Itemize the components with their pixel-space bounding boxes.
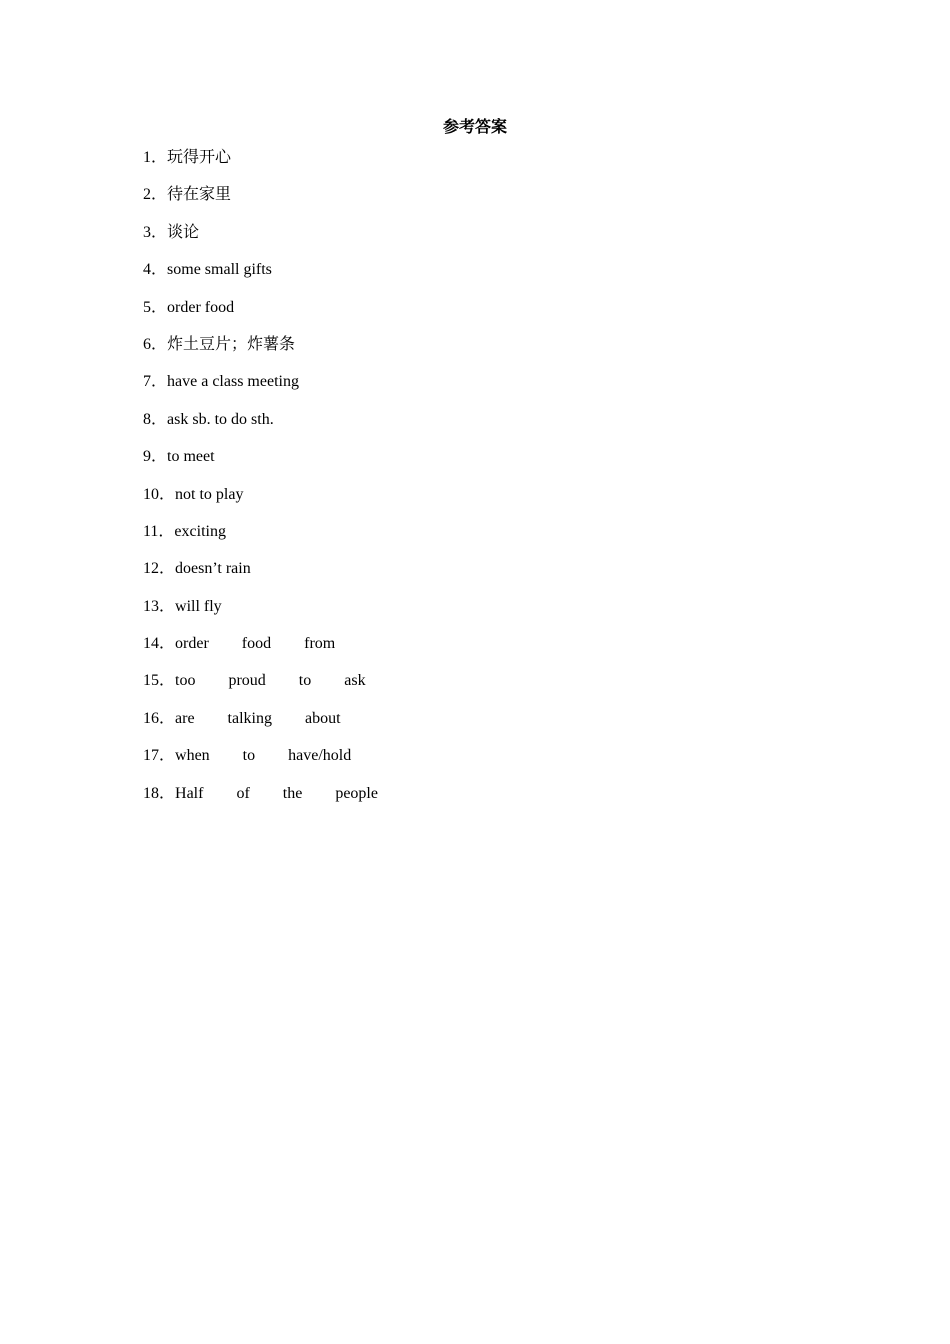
answer-number: 9． bbox=[143, 448, 168, 466]
answer-number: 11． bbox=[143, 522, 175, 540]
answer-item bbox=[143, 633, 378, 670]
answer-text: will fly bbox=[175, 597, 222, 615]
answer-word: ask bbox=[344, 672, 366, 690]
answer-word: are bbox=[175, 709, 195, 727]
answer-text: have a class meeting bbox=[167, 373, 299, 391]
answer-word: about bbox=[304, 709, 341, 727]
answer-number: 16． bbox=[143, 709, 176, 727]
answer-item bbox=[143, 259, 378, 296]
answer-number: 13． bbox=[143, 597, 176, 615]
answer-text bbox=[175, 633, 335, 655]
answer-text: 谈论 bbox=[167, 223, 200, 241]
answer-number: 17． bbox=[143, 747, 176, 765]
answer-word: have/hold bbox=[288, 747, 352, 765]
answer-word: to bbox=[298, 672, 312, 690]
answer-text: 玩得开心 bbox=[167, 149, 232, 166]
answer-text: 待在家里 bbox=[167, 186, 232, 204]
answer-item bbox=[143, 670, 378, 707]
answer-text: doesn’t rain bbox=[175, 560, 251, 578]
answer-item bbox=[143, 596, 378, 633]
answer-number: 5． bbox=[143, 298, 168, 316]
answer-text: 炸土豆片；炸薯条 bbox=[167, 335, 296, 353]
answer-item bbox=[143, 371, 378, 408]
answer-item bbox=[143, 446, 378, 483]
answer-text: order food bbox=[167, 298, 235, 316]
answer-item bbox=[143, 558, 378, 595]
answer-item bbox=[143, 484, 378, 521]
answer-word: from bbox=[304, 635, 336, 653]
answer-number: 10． bbox=[143, 485, 176, 503]
answer-item bbox=[143, 708, 378, 745]
answer-text bbox=[175, 670, 366, 692]
answer-text: ask sb. to do sth. bbox=[167, 410, 274, 428]
answer-number: 7． bbox=[143, 373, 168, 391]
answer-word: proud bbox=[228, 672, 266, 690]
answer-text: to meet bbox=[167, 448, 215, 466]
answer-number: 8． bbox=[143, 410, 168, 428]
answer-word: to bbox=[242, 747, 256, 765]
answer-item bbox=[143, 147, 378, 184]
answer-item bbox=[143, 334, 378, 371]
answer-word: Half bbox=[175, 784, 204, 802]
answer-item bbox=[143, 783, 378, 820]
answer-item bbox=[143, 297, 378, 334]
answer-text: exciting bbox=[174, 522, 226, 540]
answer-word: food bbox=[241, 635, 272, 653]
answer-number: 18． bbox=[143, 784, 176, 802]
answer-text bbox=[175, 745, 351, 767]
answer-number: 3． bbox=[143, 223, 168, 241]
answer-word: order bbox=[175, 635, 209, 653]
answer-number: 2． bbox=[143, 186, 168, 204]
answer-text bbox=[175, 783, 378, 805]
answer-item bbox=[143, 409, 378, 446]
answer-item bbox=[143, 222, 378, 259]
answer-word: people bbox=[335, 784, 378, 802]
answer-number: 14． bbox=[143, 635, 176, 653]
answer-word: too bbox=[175, 672, 196, 690]
answer-text bbox=[175, 708, 341, 730]
answer-word: when bbox=[175, 747, 210, 765]
answer-number: 15． bbox=[143, 672, 176, 690]
answer-item bbox=[143, 745, 378, 782]
answer-word: talking bbox=[227, 709, 272, 727]
answer-item bbox=[143, 184, 378, 221]
answer-list bbox=[143, 147, 378, 820]
answer-word: of bbox=[236, 784, 250, 802]
answer-text: not to play bbox=[175, 485, 244, 503]
answer-number: 1． bbox=[143, 149, 168, 166]
answer-number: 6． bbox=[143, 335, 168, 353]
page-title: 参考答案 bbox=[442, 117, 507, 136]
answer-text: some small gifts bbox=[167, 261, 272, 279]
answer-word: the bbox=[282, 784, 303, 802]
answer-item bbox=[143, 521, 378, 558]
answer-number: 12． bbox=[143, 560, 176, 578]
answer-number: 4． bbox=[143, 261, 168, 279]
